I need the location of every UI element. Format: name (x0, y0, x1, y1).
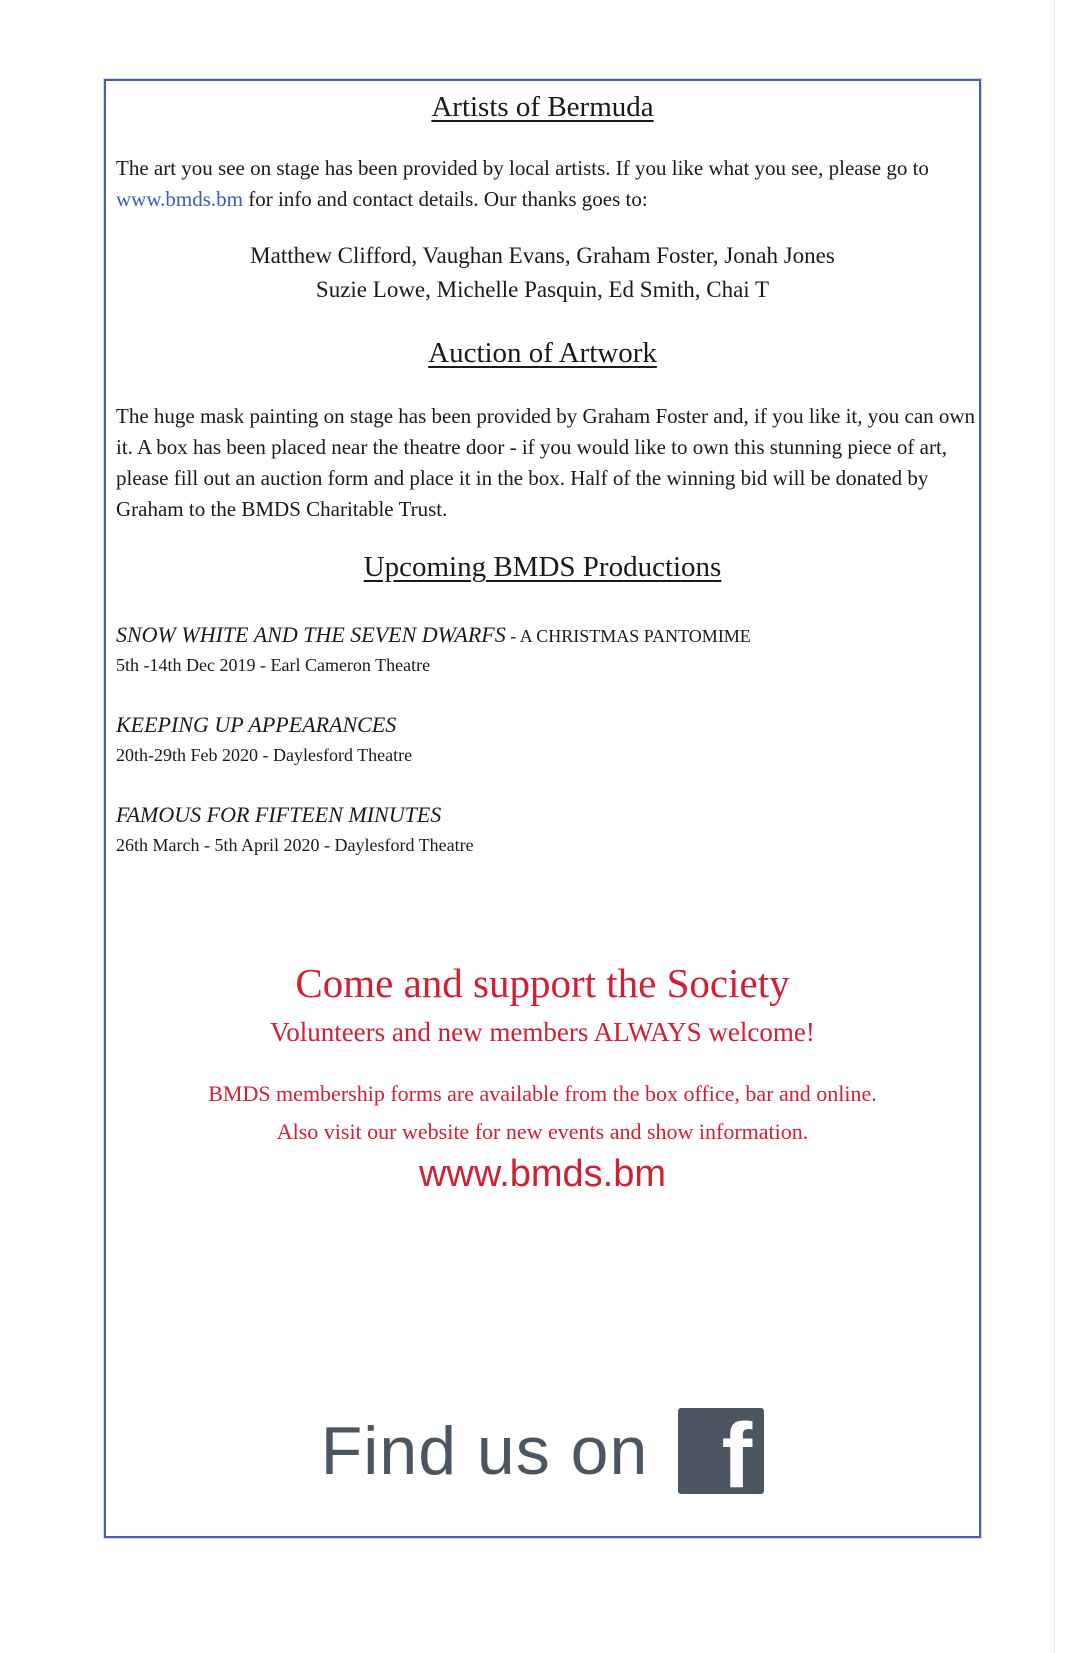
production-details: 26th March - 5th April 2020 - Daylesford Theatre (116, 835, 474, 855)
auction-text: The huge mask painting on stage has been provided by Graham Foster and, if you like it, you can own it. A box has been placed near the theatre door - if you would like to own this stunning piece of art, please fill out an auction form and place it in the box. Half of the winning bid will be donated by Graham to the BMDS Charitable Trust. (116, 404, 976, 521)
page-edge (1054, 0, 1055, 1653)
membership-info-line-2: Also visit our website for new events and show information. (276, 1119, 809, 1144)
facebook-icon[interactable]: f (678, 1408, 764, 1494)
membership-info-line-1: BMDS membership forms are available from the box office, bar and online. (208, 1081, 877, 1106)
production-details: 5th -14th Dec 2019 - Earl Cameron Theatre (116, 655, 431, 675)
website-link[interactable]: www.bmds.bm (116, 187, 243, 211)
support-subtitle: Volunteers and new members ALWAYS welcome! (270, 1017, 815, 1047)
production-title: FAMOUS FOR FIFTEEN MINUTES (116, 802, 442, 827)
production-title: SNOW WHITE AND THE SEVEN DWARFS - A CHRISTMAS PANTOMIME (116, 622, 751, 647)
membership-info (106, 1075, 979, 1151)
find-us-on-facebook[interactable] (106, 1396, 979, 1506)
support-title: Come and support the Society (295, 960, 790, 1006)
production-title: KEEPING UP APPEARANCES (116, 712, 397, 737)
intro-text-start: The art you see on stage has been provided by local artists. If you like what you see, please go to (116, 156, 929, 180)
artists-intro (116, 153, 976, 215)
intro-text-end: for info and contact details. Our thanks goes to: (242, 187, 648, 211)
artist-names-line-2: Suzie Lowe, Michelle Pasquin, Ed Smith, Chai T (315, 277, 770, 302)
content-frame (104, 79, 981, 1538)
productions-heading: Upcoming BMDS Productions (363, 551, 722, 583)
artists-heading: Artists of Bermuda (431, 91, 654, 123)
website-url[interactable]: www.bmds.bm (418, 1153, 667, 1195)
production-details: 20th-29th Feb 2020 - Daylesford Theatre (116, 745, 413, 765)
artist-names-line-1: Matthew Clifford, Vaughan Evans, Graham Foster, Jonah Jones (250, 243, 835, 268)
find-us-text: Find us on (320, 1413, 649, 1489)
production-subtitle: - A CHRISTMAS PANTOMIME (505, 626, 751, 646)
artist-names (106, 239, 979, 307)
auction-heading: Auction of Artwork (428, 337, 657, 369)
